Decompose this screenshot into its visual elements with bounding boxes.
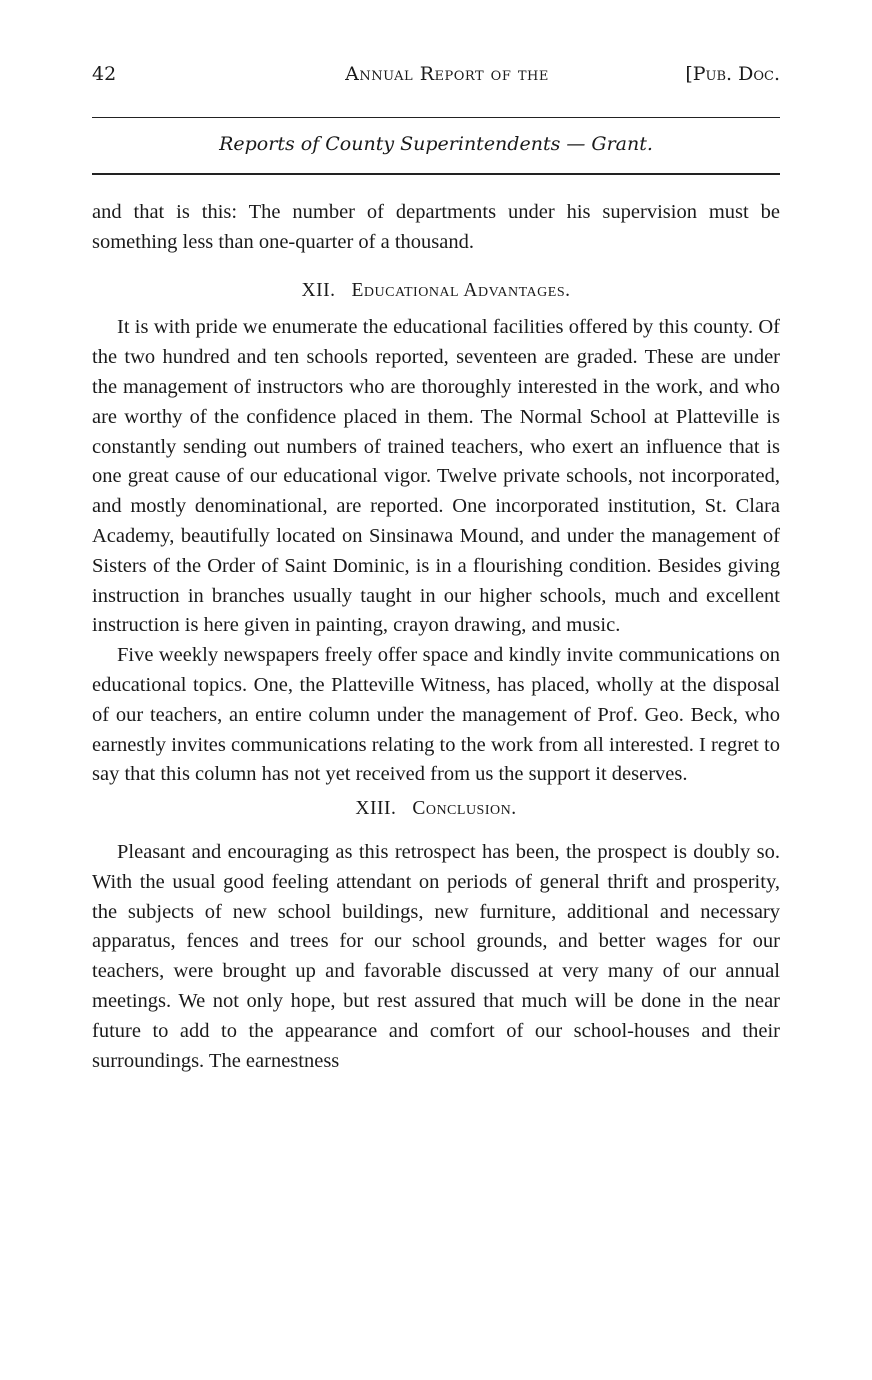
- section-numeral: XII.: [301, 279, 336, 301]
- document-label: [Pub. Doc.: [685, 63, 780, 85]
- section-heading-conclusion: [92, 794, 780, 824]
- paragraph: Pleasant and encouraging as this retrospect has been, the prospect is doubly so. With the usual good feeling attendant on periods of general thrift and prosperity, the subjects of new school buildings, new furniture, additional and necessary apparatus, fences and trees for our school grounds, and better wages for our teachers, were brought up and favorable discussed at very many of our annual meetings. We not only hope, but rest assured that much will be done in the near future to add to the appearance and comfort of our school-houses and their surroundings. The earnestness: [92, 840, 780, 1072]
- section-subheader: Reports of County Superintendents — Grant.: [219, 133, 653, 155]
- top-rule: [92, 117, 780, 118]
- section-title: Educational Advantages.: [351, 279, 571, 301]
- section-heading-educational-advantages: [92, 276, 780, 306]
- paragraph: Five weekly newspapers freely offer space and kindly invite communications on educational topics. One, the Platteville Witness, has placed, wholly at the disposal of our teachers, an entire column under the management of Prof. Geo. Beck, who earnestly invites communications relating to the work from all interested. I regret to say that this column has not yet received from us the support it deserves.: [92, 644, 780, 786]
- page-number: 42: [92, 63, 117, 85]
- running-head-title: Annual Report of the: [345, 63, 549, 85]
- bottom-rule: [92, 173, 780, 175]
- section-title: Conclusion.: [412, 798, 517, 820]
- running-head: [92, 58, 780, 90]
- paragraph: It is with pride we enumerate the educational facilities offered by this county. Of the two hundred and ten schools reported, seventeen are graded. These are under the management of instructors who are thoroughly interested in the work, and who are worthy of the confidence placed in them. The Normal School at Platteville is constantly sending out numbers of trained teachers, who exert an influence that is one great cause of our educational vigor. Twelve private schools, not incorporated, and mostly denominational, are reported. One incorporated institution, St. Clara Academy, beautifully located on Sinsinawa Mound, and under the management of Sisters of the Order of Saint Dominic, is in a flourishing condition. Besides giving instruction in branches usually taught in our higher schools, much and excellent instruction is here given in painting, crayon drawing, and music.: [92, 316, 780, 637]
- section-numeral: XIII.: [355, 798, 397, 820]
- continuation-paragraph: and that is this: The number of departments under his supervision must be something less than one-quarter of a thousand.: [92, 201, 780, 253]
- body-text: [92, 198, 780, 1076]
